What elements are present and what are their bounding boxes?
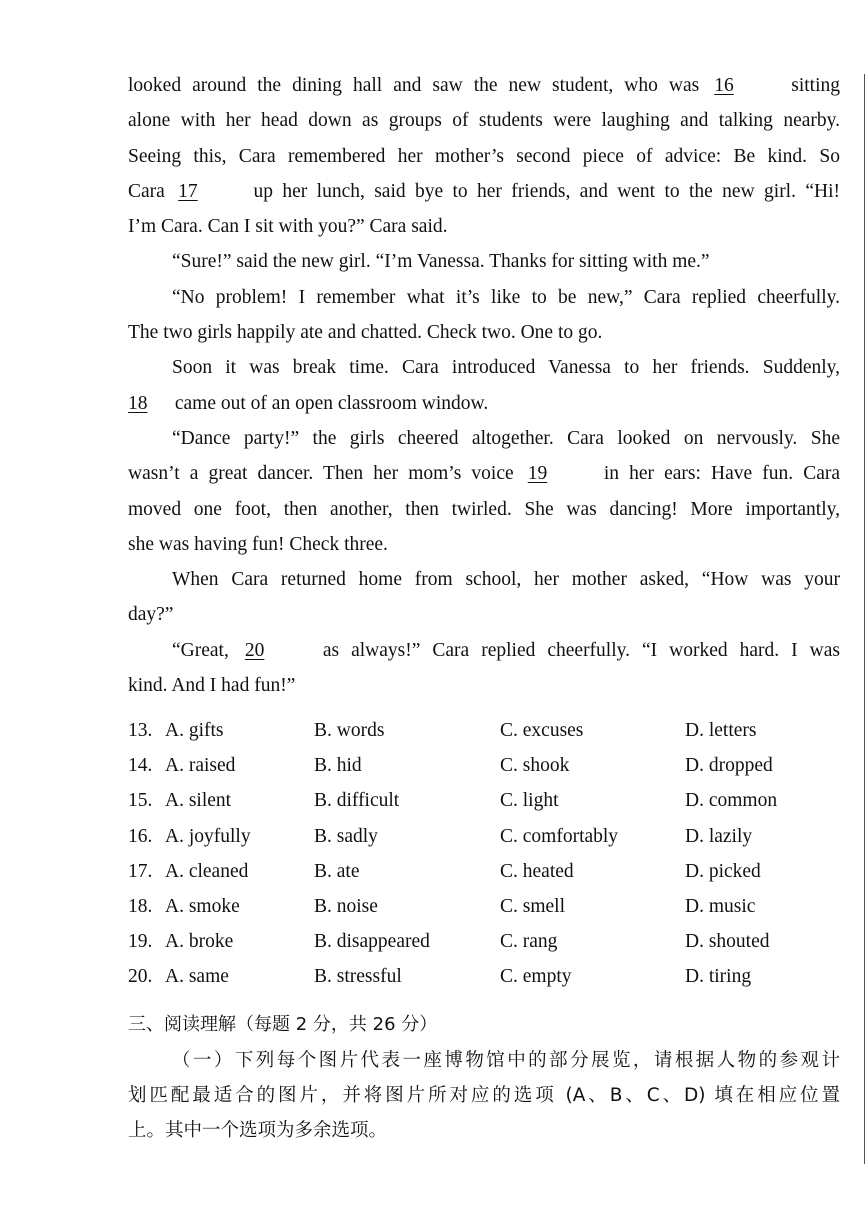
- blank-18: 18: [128, 392, 148, 414]
- passage-line: moved one foot, then another, then twirled. She was dancing! More importantly,: [128, 498, 840, 520]
- question-number: 20.: [128, 966, 153, 988]
- passage-line: 18 came out of an open classroom window.: [128, 386, 840, 421]
- question-row-13: [128, 713, 840, 748]
- option-a: A. smoke: [165, 895, 240, 917]
- option-d: D. picked: [685, 860, 761, 882]
- option-d: D. common: [685, 790, 778, 812]
- option-d: D. letters: [685, 720, 757, 741]
- option-b: B. disappeared: [314, 931, 430, 953]
- question-number: 14.: [128, 755, 153, 777]
- instruction-line: 上。其中一个选项为多余选项。: [128, 1120, 388, 1141]
- option-a: A. gifts: [165, 720, 224, 741]
- passage-line: “Great, 20 as always!” Cara replied cheerfully. “I worked hard. I was: [128, 633, 840, 668]
- option-a: A. raised: [165, 755, 236, 777]
- option-d: D. music: [685, 895, 756, 917]
- blank-20: 20: [244, 639, 265, 661]
- option-c: C. shook: [500, 755, 570, 777]
- instruction-line: 划匹配最适合的图片，并将图片所对应的选项 (A、B、C、D) 填在相应位置: [128, 1085, 840, 1106]
- question-row-16: [128, 819, 840, 854]
- question-number: 15.: [128, 790, 153, 812]
- question-number: 19.: [128, 931, 153, 953]
- option-c: C. heated: [500, 860, 574, 882]
- passage-line: looked around the dining hall and saw the new student, who was 16 sitting: [128, 68, 840, 103]
- passage-line: kind. And I had fun!”: [128, 675, 296, 697]
- option-b: B. stressful: [314, 966, 402, 988]
- passage-line: “No problem! I remember what it’s like to be new,” Cara replied cheerfully.: [172, 286, 840, 308]
- option-d: D. dropped: [685, 755, 773, 777]
- option-a: A. cleaned: [165, 860, 249, 882]
- option-b: B. noise: [314, 895, 378, 917]
- passage-line: When Cara returned home from school, her mother asked, “How was your: [172, 569, 840, 591]
- option-b: B. difficult: [314, 790, 400, 812]
- option-c: C. rang: [500, 931, 558, 953]
- option-a: A. broke: [165, 931, 234, 953]
- option-b: B. hid: [314, 755, 362, 777]
- option-a: A. same: [165, 966, 229, 988]
- passage-line: she was having fun! Check three.: [128, 533, 388, 555]
- option-b: B. words: [314, 720, 385, 741]
- option-d: D. lazily: [685, 825, 753, 847]
- question-number: 13.: [128, 720, 153, 741]
- reading-instructions: [128, 1043, 840, 1148]
- section-heading: 三、阅读理解（每题 2 分，共 26 分）: [128, 1014, 438, 1035]
- question-row-17: [128, 854, 840, 889]
- option-b: B. sadly: [314, 825, 378, 847]
- option-c: C. light: [500, 790, 559, 812]
- passage-line: “Dance party!” the girls cheered altogether. Cara looked on nervously. She: [172, 427, 840, 449]
- option-d: D. shouted: [685, 931, 770, 953]
- question-number: 18.: [128, 895, 153, 917]
- cloze-passage: [128, 68, 840, 703]
- option-c: C. smell: [500, 895, 566, 917]
- blank-17: 17: [178, 180, 198, 202]
- passage-line: “Sure!” said the new girl. “I’m Vanessa. Thanks for sitting with me.”: [172, 251, 710, 273]
- question-number: 17.: [128, 860, 153, 882]
- blank-19: 19: [527, 463, 548, 485]
- question-row-20: [128, 959, 840, 994]
- question-number: 16.: [128, 825, 153, 847]
- question-row-18: [128, 889, 840, 924]
- option-c: C. excuses: [500, 720, 584, 741]
- blank-16: 16: [714, 75, 734, 96]
- option-c: C. comfortably: [500, 825, 619, 847]
- question-row-15: [128, 783, 840, 818]
- question-row-19: [128, 924, 840, 959]
- instruction-line: （一）下列每个图片代表一座博物馆中的部分展览，请根据人物的参观计: [172, 1050, 840, 1071]
- question-row-14: [128, 748, 840, 783]
- passage-line: The two girls happily ate and chatted. Check two. One to go.: [128, 322, 603, 344]
- passage-line: day?”: [128, 604, 174, 626]
- passage-line: alone with her head down as groups of students were laughing and talking nearby.: [128, 110, 840, 132]
- passage-line: Cara 17 up her lunch, said bye to her friends, and went to the new girl. “Hi!: [128, 174, 840, 209]
- passage-line: Soon it was break time. Cara introduced Vanessa to her friends. Suddenly,: [172, 357, 840, 379]
- option-d: D. tiring: [685, 966, 752, 988]
- option-a: A. silent: [165, 790, 232, 812]
- passage-line: Seeing this, Cara remembered her mother’s second piece of advice: Be kind. So: [128, 145, 840, 167]
- option-a: A. joyfully: [165, 825, 251, 847]
- option-b: B. ate: [314, 860, 360, 882]
- passage-line: I’m Cara. Can I sit with you?” Cara said.: [128, 216, 448, 238]
- option-c: C. empty: [500, 966, 572, 988]
- page-edge-line: [864, 74, 865, 1164]
- passage-line: wasn’t a great dancer. Then her mom’s voice 19 in her ears: Have fun. Cara: [128, 456, 840, 491]
- answer-options: [128, 713, 840, 995]
